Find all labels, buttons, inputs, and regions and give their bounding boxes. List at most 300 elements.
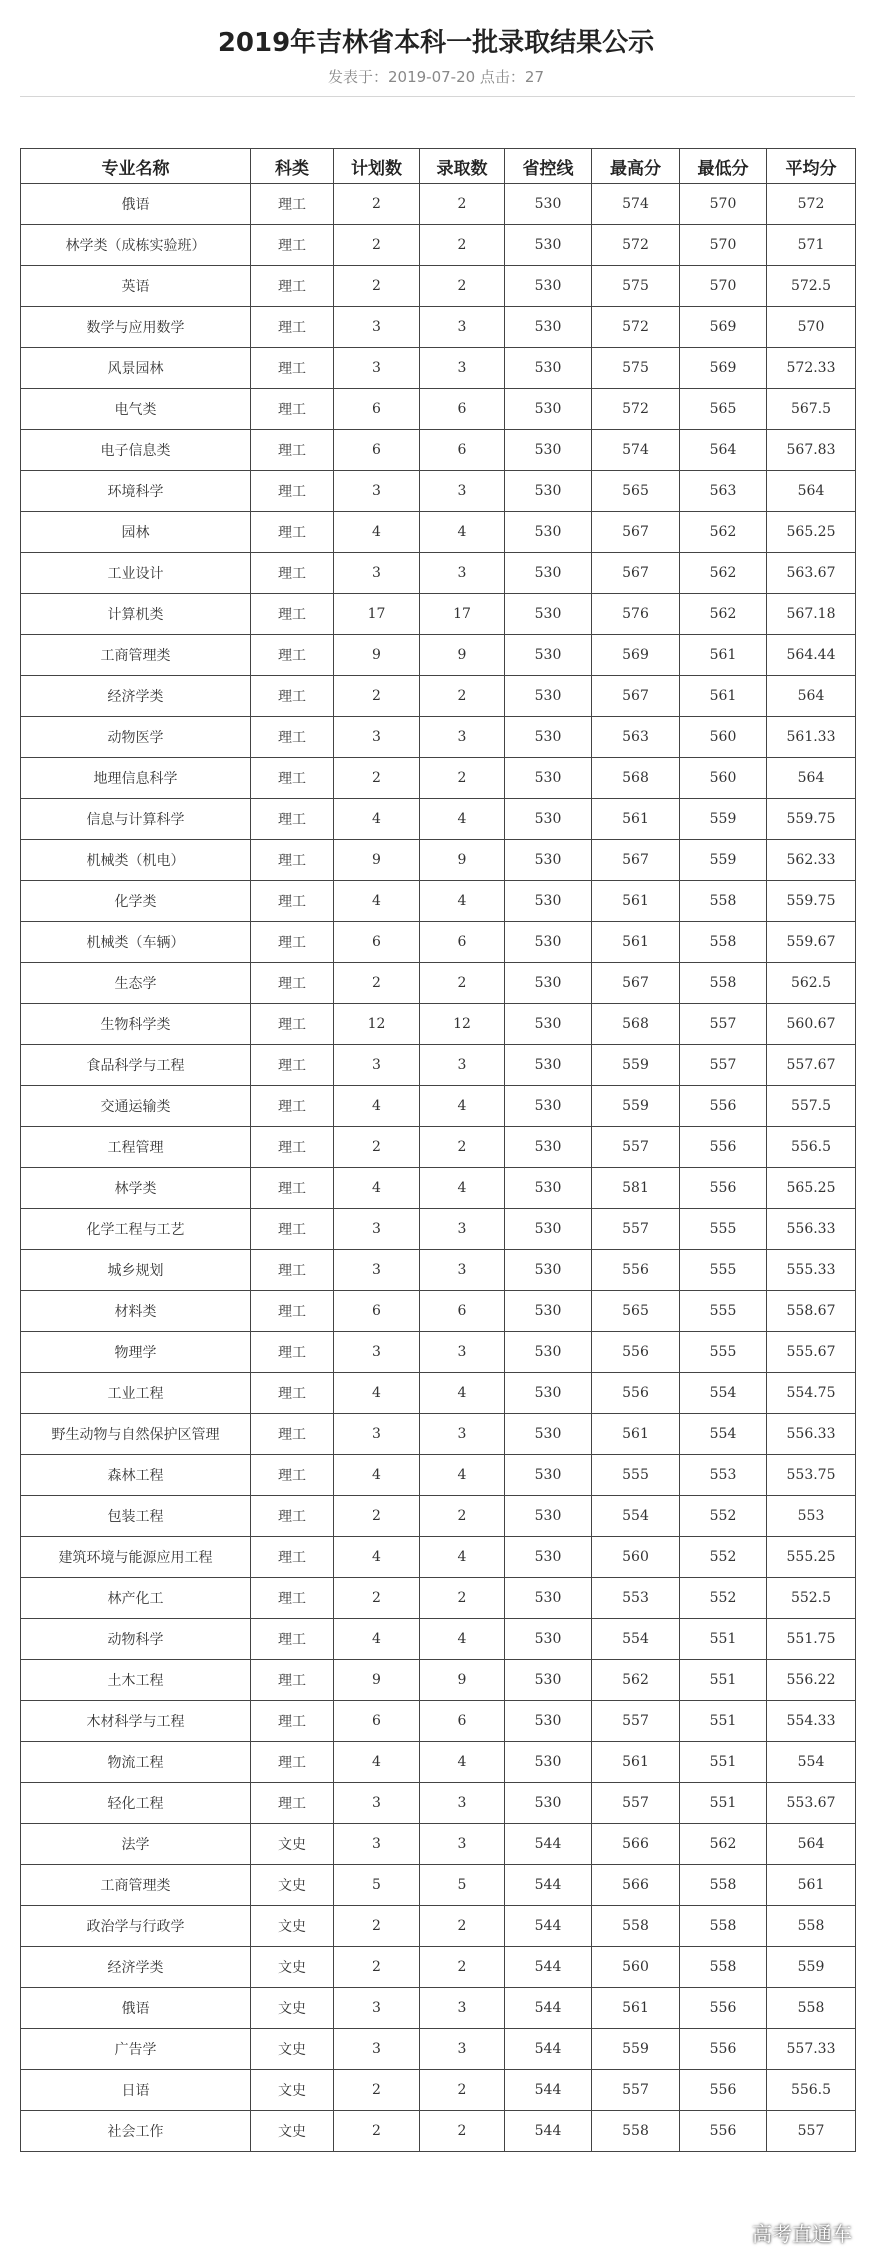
cell-max-score: 565 [592,1291,680,1332]
table-row [21,1209,856,1250]
cell-max-score: 557 [592,1209,680,1250]
cell-admitted-count: 3 [420,1209,505,1250]
cell-category: 理工 [251,266,334,307]
cell-plan-count: 4 [334,799,420,840]
cell-plan-count: 6 [334,1701,420,1742]
header-max-score: 最高分 [592,149,680,184]
cell-max-score: 575 [592,348,680,389]
cell-major: 英语 [21,266,251,307]
cell-admitted-count: 4 [420,1168,505,1209]
cell-admitted-count: 4 [420,799,505,840]
cell-avg-score: 551.75 [767,1619,856,1660]
cell-avg-score: 556.5 [767,2070,856,2111]
cell-control-line: 530 [505,1045,592,1086]
table-header-row [21,149,856,184]
table-row [21,676,856,717]
cell-min-score: 570 [680,184,767,225]
cell-min-score: 563 [680,471,767,512]
cell-max-score: 559 [592,1086,680,1127]
cell-control-line: 544 [505,1865,592,1906]
cell-major: 俄语 [21,1988,251,2029]
cell-category: 理工 [251,225,334,266]
cell-min-score: 560 [680,717,767,758]
cell-plan-count: 3 [334,1045,420,1086]
header-plan-count: 计划数 [334,149,420,184]
cell-category: 理工 [251,553,334,594]
table-row [21,1168,856,1209]
cell-plan-count: 2 [334,2070,420,2111]
cell-min-score: 551 [680,1619,767,1660]
cell-control-line: 530 [505,963,592,1004]
cell-plan-count: 3 [334,2029,420,2070]
cell-plan-count: 9 [334,635,420,676]
cell-avg-score: 554.75 [767,1373,856,1414]
table-row [21,840,856,881]
cell-control-line: 530 [505,1496,592,1537]
cell-min-score: 551 [680,1783,767,1824]
cell-category: 理工 [251,348,334,389]
cell-min-score: 557 [680,1004,767,1045]
cell-category: 理工 [251,1701,334,1742]
table-row [21,307,856,348]
cell-min-score: 564 [680,430,767,471]
cell-major: 动物医学 [21,717,251,758]
table-row [21,922,856,963]
cell-plan-count: 2 [334,1127,420,1168]
cell-major: 机械类（车辆） [21,922,251,963]
cell-major: 信息与计算科学 [21,799,251,840]
cell-plan-count: 4 [334,1373,420,1414]
cell-category: 理工 [251,1619,334,1660]
cell-control-line: 530 [505,1455,592,1496]
cell-min-score: 562 [680,594,767,635]
cell-major: 广告学 [21,2029,251,2070]
cell-control-line: 530 [505,1127,592,1168]
cell-control-line: 530 [505,471,592,512]
cell-max-score: 567 [592,676,680,717]
cell-avg-score: 561.33 [767,717,856,758]
table-row [21,1865,856,1906]
cell-admitted-count: 2 [420,2111,505,2152]
cell-admitted-count: 3 [420,717,505,758]
cell-category: 理工 [251,717,334,758]
cell-avg-score: 555.33 [767,1250,856,1291]
cell-avg-score: 572.5 [767,266,856,307]
table-row [21,1988,856,2029]
cell-max-score: 557 [592,1701,680,1742]
cell-major: 工业设计 [21,553,251,594]
cell-control-line: 530 [505,676,592,717]
cell-max-score: 559 [592,1045,680,1086]
cell-plan-count: 12 [334,1004,420,1045]
cell-category: 理工 [251,1496,334,1537]
cell-avg-score: 560.67 [767,1004,856,1045]
cell-control-line: 530 [505,1660,592,1701]
cell-category: 理工 [251,881,334,922]
cell-min-score: 562 [680,1824,767,1865]
cell-control-line: 530 [505,512,592,553]
cell-admitted-count: 6 [420,389,505,430]
cell-major: 法学 [21,1824,251,1865]
cell-admitted-count: 2 [420,225,505,266]
cell-avg-score: 558.67 [767,1291,856,1332]
cell-avg-score: 558 [767,1906,856,1947]
cell-plan-count: 4 [334,881,420,922]
cell-max-score: 572 [592,307,680,348]
cell-category: 理工 [251,676,334,717]
cell-max-score: 576 [592,594,680,635]
cell-avg-score: 564 [767,1824,856,1865]
cell-control-line: 530 [505,840,592,881]
cell-major: 园林 [21,512,251,553]
cell-major: 生物科学类 [21,1004,251,1045]
cell-plan-count: 3 [334,471,420,512]
cell-max-score: 558 [592,2111,680,2152]
cell-category: 理工 [251,512,334,553]
cell-plan-count: 2 [334,2111,420,2152]
cell-max-score: 568 [592,1004,680,1045]
cell-major: 电子信息类 [21,430,251,471]
cell-control-line: 530 [505,553,592,594]
cell-category: 理工 [251,1168,334,1209]
cell-plan-count: 2 [334,963,420,1004]
cell-major: 政治学与行政学 [21,1906,251,1947]
cell-major: 化学工程与工艺 [21,1209,251,1250]
cell-admitted-count: 3 [420,1824,505,1865]
table-row [21,1578,856,1619]
cell-plan-count: 3 [334,1414,420,1455]
cell-control-line: 544 [505,1988,592,2029]
cell-min-score: 558 [680,881,767,922]
cell-max-score: 581 [592,1168,680,1209]
cell-admitted-count: 3 [420,1332,505,1373]
cell-control-line: 530 [505,635,592,676]
cell-category: 理工 [251,1127,334,1168]
header-min-score: 最低分 [680,149,767,184]
cell-min-score: 558 [680,1906,767,1947]
cell-avg-score: 555.25 [767,1537,856,1578]
cell-max-score: 563 [592,717,680,758]
cell-control-line: 530 [505,430,592,471]
cell-category: 理工 [251,594,334,635]
cell-plan-count: 2 [334,225,420,266]
cell-min-score: 556 [680,2029,767,2070]
cell-admitted-count: 17 [420,594,505,635]
cell-control-line: 544 [505,1906,592,1947]
cell-major: 包装工程 [21,1496,251,1537]
page-title: 2019年吉林省本科一批录取结果公示 [217,28,655,58]
cell-min-score: 561 [680,676,767,717]
cell-admitted-count: 4 [420,881,505,922]
cell-min-score: 555 [680,1332,767,1373]
cell-min-score: 554 [680,1373,767,1414]
cell-admitted-count: 2 [420,1127,505,1168]
cell-max-score: 567 [592,963,680,1004]
cell-plan-count: 6 [334,1291,420,1332]
cell-max-score: 561 [592,1988,680,2029]
cell-min-score: 555 [680,1250,767,1291]
table-row [21,1414,856,1455]
cell-category: 理工 [251,430,334,471]
cell-major: 交通运输类 [21,1086,251,1127]
cell-major: 物理学 [21,1332,251,1373]
cell-max-score: 561 [592,881,680,922]
cell-admitted-count: 3 [420,348,505,389]
table-row [21,1619,856,1660]
cell-category: 理工 [251,389,334,430]
cell-avg-score: 559 [767,1947,856,1988]
cell-max-score: 569 [592,635,680,676]
cell-max-score: 566 [592,1865,680,1906]
table-row [21,881,856,922]
cell-category: 文史 [251,1906,334,1947]
cell-category: 理工 [251,1455,334,1496]
cell-admitted-count: 2 [420,1947,505,1988]
table-row [21,1291,856,1332]
cell-min-score: 557 [680,1045,767,1086]
cell-max-score: 574 [592,430,680,471]
cell-category: 理工 [251,758,334,799]
cell-max-score: 561 [592,799,680,840]
cell-category: 理工 [251,963,334,1004]
cell-major: 森林工程 [21,1455,251,1496]
cell-control-line: 530 [505,1168,592,1209]
cell-min-score: 552 [680,1496,767,1537]
cell-min-score: 556 [680,1168,767,1209]
cell-plan-count: 3 [334,717,420,758]
cell-control-line: 544 [505,2070,592,2111]
cell-category: 理工 [251,471,334,512]
cell-major: 林学类（成栋实验班） [21,225,251,266]
cell-max-score: 567 [592,840,680,881]
cell-major: 机械类（机电） [21,840,251,881]
cell-avg-score: 556.22 [767,1660,856,1701]
cell-avg-score: 561 [767,1865,856,1906]
cell-avg-score: 563.67 [767,553,856,594]
cell-category: 理工 [251,1045,334,1086]
cell-control-line: 530 [505,594,592,635]
cell-min-score: 562 [680,512,767,553]
cell-avg-score: 557.5 [767,1086,856,1127]
table-row [21,1496,856,1537]
cell-admitted-count: 2 [420,1496,505,1537]
cell-plan-count: 2 [334,1906,420,1947]
cell-min-score: 570 [680,225,767,266]
cell-major: 野生动物与自然保护区管理 [21,1414,251,1455]
cell-plan-count: 9 [334,1660,420,1701]
cell-max-score: 553 [592,1578,680,1619]
cell-min-score: 555 [680,1291,767,1332]
header-avg-score: 平均分 [767,149,856,184]
cell-control-line: 530 [505,348,592,389]
cell-control-line: 530 [505,1291,592,1332]
table-row [21,1906,856,1947]
cell-max-score: 574 [592,184,680,225]
cell-major: 动物科学 [21,1619,251,1660]
cell-major: 轻化工程 [21,1783,251,1824]
cell-avg-score: 557.67 [767,1045,856,1086]
cell-control-line: 530 [505,1004,592,1045]
cell-max-score: 565 [592,471,680,512]
cell-min-score: 556 [680,1988,767,2029]
cell-category: 理工 [251,840,334,881]
cell-admitted-count: 4 [420,1086,505,1127]
header-category: 科类 [251,149,334,184]
cell-admitted-count: 4 [420,1537,505,1578]
cell-max-score: 561 [592,1414,680,1455]
cell-plan-count: 2 [334,184,420,225]
cell-avg-score: 559.75 [767,881,856,922]
cell-avg-score: 564 [767,471,856,512]
cell-plan-count: 6 [334,389,420,430]
cell-admitted-count: 3 [420,1783,505,1824]
cell-plan-count: 3 [334,1988,420,2029]
cell-admitted-count: 3 [420,553,505,594]
cell-avg-score: 570 [767,307,856,348]
cell-avg-score: 553.67 [767,1783,856,1824]
cell-major: 社会工作 [21,2111,251,2152]
cell-plan-count: 3 [334,1824,420,1865]
cell-min-score: 556 [680,2111,767,2152]
table-row [21,1742,856,1783]
cell-admitted-count: 3 [420,1414,505,1455]
table-row [21,2111,856,2152]
cell-major: 经济学类 [21,676,251,717]
cell-category: 理工 [251,1742,334,1783]
table-row [21,963,856,1004]
cell-control-line: 530 [505,1783,592,1824]
cell-admitted-count: 6 [420,1291,505,1332]
cell-min-score: 551 [680,1742,767,1783]
cell-category: 文史 [251,2070,334,2111]
table-row [21,1947,856,1988]
cell-major: 林产化工 [21,1578,251,1619]
table-row [21,799,856,840]
cell-control-line: 530 [505,799,592,840]
cell-min-score: 560 [680,758,767,799]
watermark: 高考直通车 [752,2222,852,2246]
table-body [21,184,856,2152]
cell-category: 理工 [251,1291,334,1332]
cell-major: 物流工程 [21,1742,251,1783]
cell-max-score: 567 [592,553,680,594]
cell-admitted-count: 4 [420,1619,505,1660]
cell-category: 理工 [251,799,334,840]
cell-category: 理工 [251,922,334,963]
cell-admitted-count: 9 [420,840,505,881]
cell-min-score: 562 [680,553,767,594]
cell-max-score: 554 [592,1496,680,1537]
cell-admitted-count: 9 [420,1660,505,1701]
table-row [21,389,856,430]
cell-plan-count: 4 [334,1619,420,1660]
cell-plan-count: 4 [334,1086,420,1127]
cell-major: 经济学类 [21,1947,251,1988]
cell-min-score: 554 [680,1414,767,1455]
cell-max-score: 556 [592,1250,680,1291]
cell-category: 理工 [251,1209,334,1250]
cell-plan-count: 5 [334,1865,420,1906]
cell-plan-count: 3 [334,307,420,348]
cell-control-line: 530 [505,1701,592,1742]
cell-avg-score: 556.5 [767,1127,856,1168]
cell-category: 理工 [251,1537,334,1578]
cell-plan-count: 3 [334,1209,420,1250]
table-row [21,471,856,512]
cell-max-score: 559 [592,2029,680,2070]
cell-major: 材料类 [21,1291,251,1332]
cell-plan-count: 4 [334,1455,420,1496]
cell-admitted-count: 2 [420,1906,505,1947]
cell-max-score: 561 [592,1742,680,1783]
cell-admitted-count: 2 [420,758,505,799]
cell-plan-count: 4 [334,512,420,553]
cell-major: 风景园林 [21,348,251,389]
cell-min-score: 558 [680,963,767,1004]
table-row [21,2029,856,2070]
cell-admitted-count: 4 [420,1455,505,1496]
table-row [21,1086,856,1127]
cell-category: 文史 [251,1865,334,1906]
cell-admitted-count: 4 [420,1373,505,1414]
cell-avg-score: 557.33 [767,2029,856,2070]
cell-min-score: 555 [680,1209,767,1250]
cell-control-line: 530 [505,225,592,266]
cell-major: 建筑环境与能源应用工程 [21,1537,251,1578]
cell-max-score: 567 [592,512,680,553]
cell-admitted-count: 6 [420,1701,505,1742]
cell-major: 环境科学 [21,471,251,512]
cell-plan-count: 3 [334,348,420,389]
cell-min-score: 559 [680,799,767,840]
cell-category: 理工 [251,307,334,348]
table-row [21,1373,856,1414]
cell-avg-score: 567.5 [767,389,856,430]
cell-avg-score: 567.18 [767,594,856,635]
cell-avg-score: 564.44 [767,635,856,676]
cell-control-line: 530 [505,389,592,430]
cell-avg-score: 558 [767,1988,856,2029]
cell-major: 电气类 [21,389,251,430]
cell-category: 理工 [251,1373,334,1414]
cell-admitted-count: 3 [420,1988,505,2029]
cell-plan-count: 4 [334,1537,420,1578]
cell-control-line: 530 [505,1209,592,1250]
cell-category: 文史 [251,2111,334,2152]
table-row [21,1824,856,1865]
table-row [21,348,856,389]
cell-major: 食品科学与工程 [21,1045,251,1086]
cell-min-score: 556 [680,2070,767,2111]
cell-category: 理工 [251,1004,334,1045]
cell-category: 理工 [251,1578,334,1619]
cell-avg-score: 559.67 [767,922,856,963]
cell-avg-score: 562.33 [767,840,856,881]
cell-max-score: 572 [592,389,680,430]
cell-avg-score: 564 [767,758,856,799]
cell-avg-score: 556.33 [767,1209,856,1250]
cell-major: 工程管理 [21,1127,251,1168]
cell-category: 理工 [251,1660,334,1701]
cell-plan-count: 17 [334,594,420,635]
table-row [21,1537,856,1578]
table-row [21,1701,856,1742]
cell-max-score: 572 [592,225,680,266]
cell-category: 文史 [251,1988,334,2029]
cell-control-line: 530 [505,1373,592,1414]
cell-max-score: 557 [592,2070,680,2111]
cell-plan-count: 3 [334,1332,420,1373]
